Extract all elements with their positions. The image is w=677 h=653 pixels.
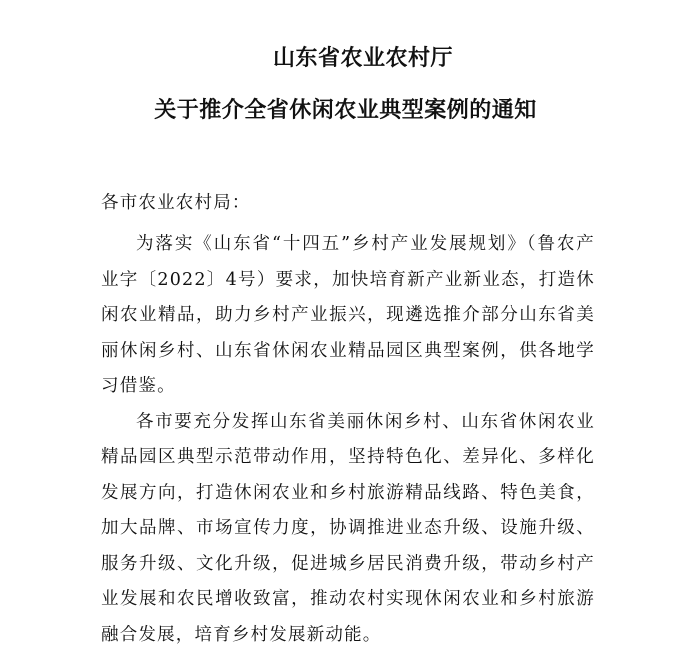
salutation: 各市农业农村局： [101,186,595,221]
paragraph-1: 为落实《山东省“十四五”乡村产业发展规划》（鲁农产业字〔2022〕4号）要求，加快培育新产业新业态，打造休闲农业精品，助力乡村产业振兴，现遴选推介部分山东省美丽休闲乡村、山东省休闲农业精品园区典型案例，供各地学习借鉴。 [101,227,595,405]
document-title-issuer: 山东省农业农村厅 [131,32,595,84]
document-title-subject: 关于推介全省休闲农业典型案例的通知 [96,84,595,136]
paragraph-2: 各市要充分发挥山东省美丽休闲乡村、山东省休闲农业精品园区典型示范带动作用，坚持特色化、差异化、多样化发展方向，打造休闲农业和乡村旅游精品线路、特色美食，加大品牌、市场宣传力度，协调推进业态升级、设施升级、服务升级、文化升级，促进城乡居民消费升级，带动乡村产业发展和农民增收致富，推动农村实现休闲农业和乡村旅游融合发展，培育乡村发展新动能。 [101,405,595,653]
